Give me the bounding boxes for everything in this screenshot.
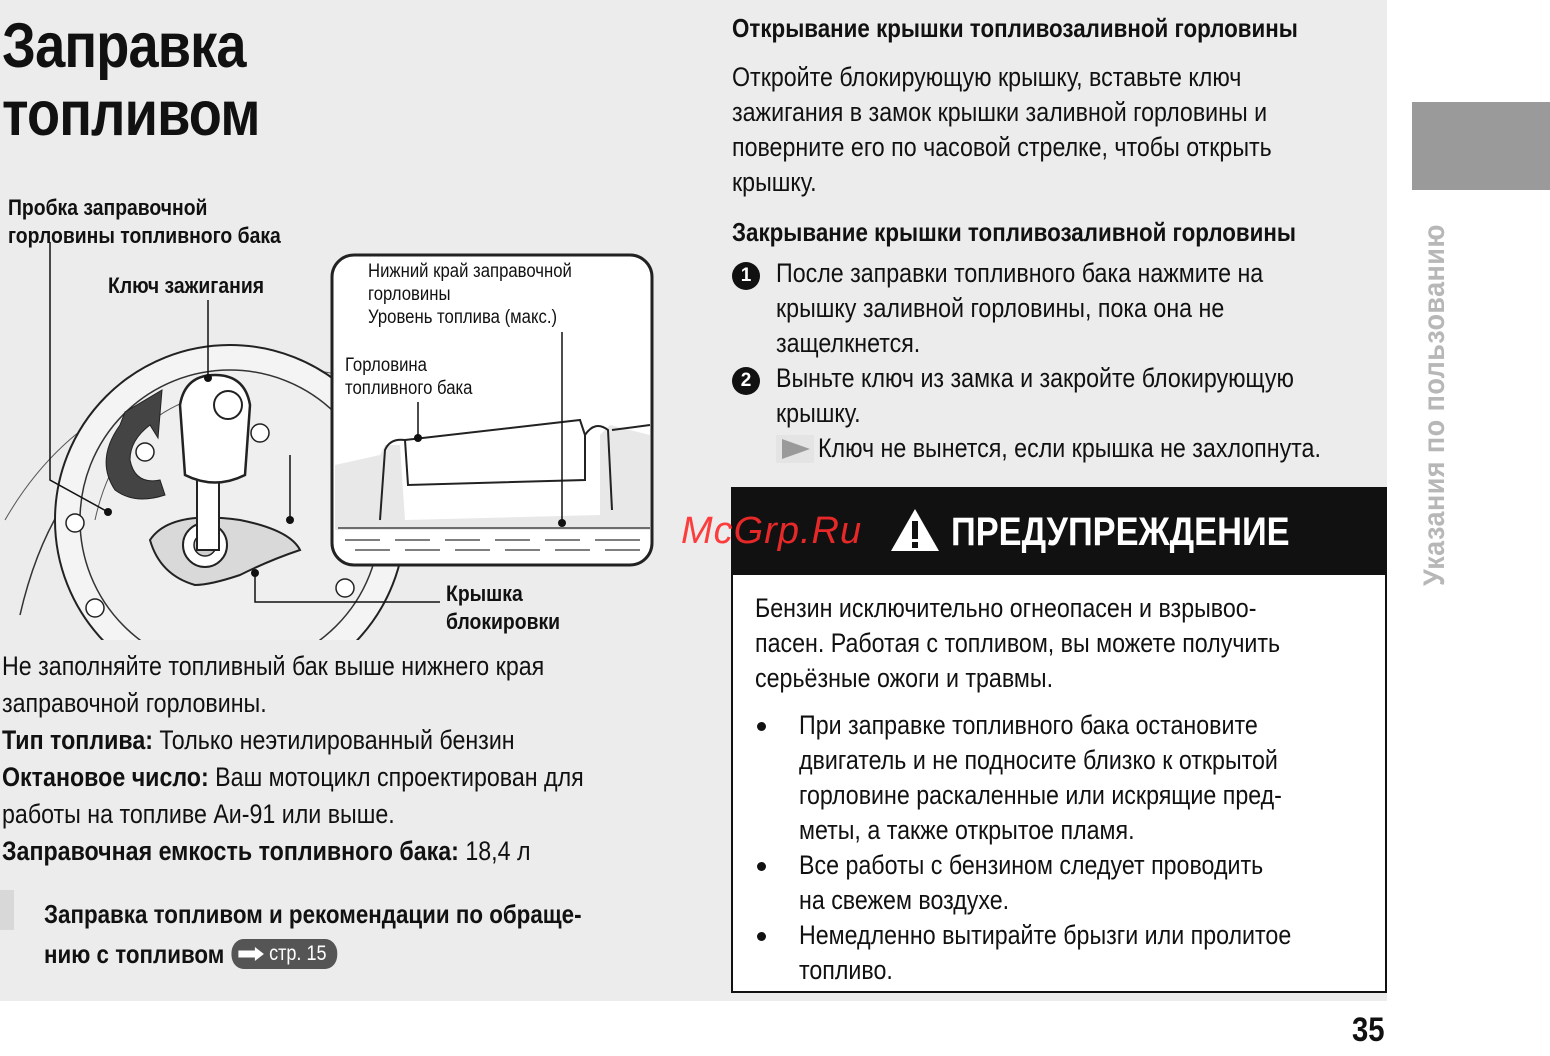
bullet-icon xyxy=(757,862,766,871)
warning-bullet: Немедленно вытирайте брызги или пролитое топливо. xyxy=(755,918,1375,988)
section-tab xyxy=(1412,102,1550,190)
bullet-icon xyxy=(757,932,766,941)
warning-body xyxy=(755,591,1375,988)
warning-intro: Бензин исключительно огнеопасен и взрывоо- пасен. Работая с топливом, вы можете получить серьёзные ожоги и травмы. xyxy=(755,593,1281,693)
page-reference-link[interactable]: стр. 15 xyxy=(231,939,337,969)
octane-number: Октановое число: Ваш мотоцикл спроектирован для xyxy=(2,762,584,792)
warning-title: ПРЕДУПРЕЖДЕНИЕ xyxy=(951,510,1290,554)
label-fuel-cap: Пробка заправочной горловины топливного бака xyxy=(8,195,281,248)
bullet-icon xyxy=(757,722,766,731)
warning-triangle-icon xyxy=(889,507,941,553)
step-2: 2 Выньте ключ из замка и закройте блокирующую крышку. xyxy=(732,361,1392,431)
tank-capacity: Заправочная емкость топливного бака: 18,4 л xyxy=(2,836,531,866)
warning-bullets xyxy=(755,708,1375,988)
reference-line-2: нию с топливом стр. 15 xyxy=(44,934,582,974)
reference-line-1: Заправка топливом и рекомендации по обраще- xyxy=(44,899,582,929)
step-number-badge: 1 xyxy=(732,262,760,290)
fuel-cap-illustration xyxy=(0,190,660,640)
step-1: 1 После заправки топливного бака нажмите на крышку заливной горловины, пока она не защелкнется. xyxy=(732,256,1392,361)
open-text: Откройте блокирующую крышку, вставьте ключ зажигания в замок крышки заливной горловины и поверните его по часовой стрелке, чтобы открыть крышку. xyxy=(732,62,1272,197)
fill-instruction-line-2: заправочной горловины. xyxy=(2,688,267,718)
reference-marker xyxy=(0,890,14,930)
page-title xyxy=(2,12,260,148)
section-tab-label: Указания по пользованию xyxy=(1418,224,1451,586)
step-number-badge: 2 xyxy=(732,367,760,395)
fuel-cap-figure xyxy=(0,190,660,640)
note: Ключ не вынется, если крышка не захлопнута. xyxy=(732,431,1392,466)
warning-bullet: Все работы с бензином следует проводить на свежем воздухе. xyxy=(755,848,1375,918)
instructions-column xyxy=(732,10,1392,466)
octane-line-2: работы на топливе Аи-91 или выше. xyxy=(2,799,395,829)
note-flag-icon xyxy=(776,435,814,463)
label-ignition-key: Ключ зажигания xyxy=(108,273,265,298)
arrow-right-icon xyxy=(238,947,264,961)
watermark: McGrp.Ru xyxy=(681,510,863,552)
warning-bullet: При заправке топливного бака остановите двигатель и не подносите близко к открытой горловине раскаленные или искрящие пред- меты, а также открытое пламя. xyxy=(755,708,1375,848)
close-heading: Закрывание крышки топливозаливной горловины xyxy=(732,217,1297,247)
fuel-specifications xyxy=(2,648,604,870)
title-line-1: Заправка xyxy=(2,11,246,81)
label-fuel-neck: Горловина топливного бака xyxy=(345,355,473,399)
label-lower-edge-fuel-level: Нижний край заправочной горловины Уровень топлива (макс.) xyxy=(368,261,572,328)
page-number: 35 xyxy=(1352,1011,1385,1049)
fill-instruction-line-1: Не заполняйте топливный бак выше нижнего края xyxy=(2,651,545,681)
reference-block xyxy=(44,894,582,974)
open-heading: Открывание крышки топливозаливной горловины xyxy=(732,13,1298,43)
title-line-2: топливом xyxy=(2,79,260,149)
fuel-type: Тип топлива: Только неэтилированный бензин xyxy=(2,725,515,755)
label-lock-cover: Крышка блокировки xyxy=(446,581,561,634)
warning-box xyxy=(731,487,1387,993)
